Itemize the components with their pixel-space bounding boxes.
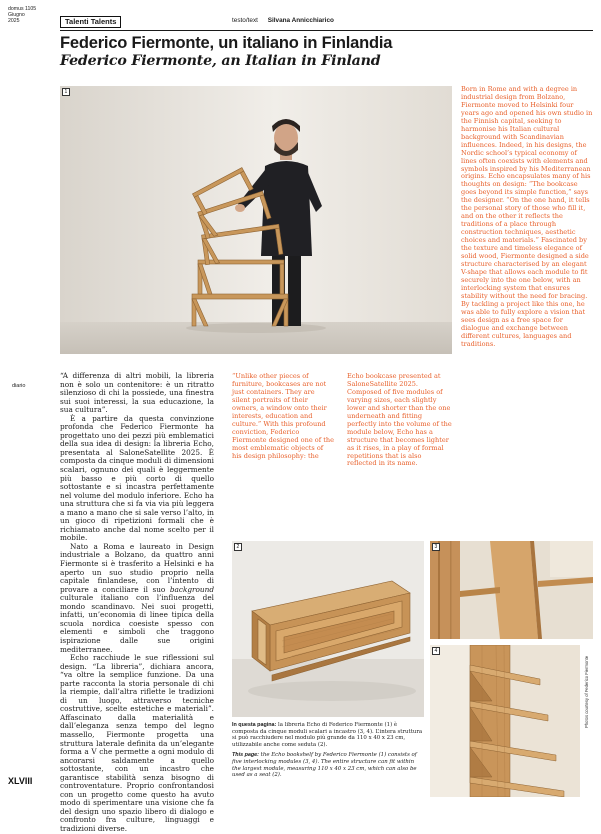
page-subtitle: Federico Fiermonte, an Italian in Finland — [60, 53, 381, 69]
body-column-english-3: Born in Rome and with a degree in industrial design from Bolzano, Fiermonte moved to Helsinki four years ago and opened his own studio in the Finnish capital, seeking to harmonise his Italian cultural background with Scandinavian influences. Indeed, in his designs, the Nordic school’s typical economy of lines often coexists with elements and symbols inspired by his Mediterranean origins. Echo encapsulates many of his thoughts on design: “The bookcase goes beyond its simple function,” says the designer. “On the one hand, it tells the personal story of those who fill it, and on the other it reflects the traditions of a place through construction techniques, aesthetic choices and materials.” Fascinated by the texture and timeless elegance of solid wood, Fiermonte designed a side structure characterised by an elegant V-shape that allows each module to fit securely into the one below, with an interlocking system that ensures stability without the need for bracing. By tackling a project like this one, he was able to fully explore a vision that sees design as a free space for dialogue and exchange between different cultures, languages and traditions. — [461, 85, 593, 348]
issue-month: Giugno — [8, 12, 25, 19]
caption-italian — [232, 722, 424, 748]
photo-bookcase-nested — [232, 541, 424, 717]
body-it-paragraph-3-b: culturale italiano con l’influenza del mondo scandinavo. Nei suoi progetti, infatti, un’economia di linee tipica della scuola nordica coesiste spesso con elementi e simboli che traggono ispirazione dalle sue origini mediterranee. — [60, 593, 214, 654]
section-label: diario — [12, 383, 26, 389]
photo-nested-illustration — [232, 541, 424, 717]
page-title: Federico Fiermonte, un italiano in Finlandia — [60, 34, 393, 52]
body-it-paragraph-1: “A differenza di altri mobili, la libreria non è solo un contenitore: è un ritratto silenzioso di chi la possiede, una finestra sui suoi interessi, la sua educazione, la sua cultura”. — [60, 371, 214, 415]
figure-number-4: 4 — [432, 647, 440, 655]
figure-number-2: 2 — [234, 543, 242, 551]
body-column-english-2: Echo bookcase presented at SaloneSatellite 2025. Composed of five modules of varying sizes, each slightly lower and shorter than the one underneath and fitting perfectly into the volume of the module below, Echo has a structure that becomes lighter as it rises, in a play of formal repetitions that is also reflected in its name. — [347, 372, 452, 468]
credit-label: testo/text — [232, 17, 258, 24]
photo-bookcase-detail-top — [430, 541, 593, 639]
caption-en-text: the Echo bookshelf by Federico Fiermonte (1) consists of five interlocking modules (3, 4). The entire structure can fit within the largest module, measuring 110 x 40 x 23 cm, which can also be used as a seat (2). — [232, 752, 417, 779]
caption-en-lead: This page: — [232, 752, 259, 759]
issue-number: domus 1105 — [8, 6, 37, 12]
photo-designer-illustration — [60, 86, 452, 354]
caption-english — [232, 752, 424, 778]
figure-number-1: 1 — [62, 88, 70, 96]
figure-number-3: 3 — [432, 543, 440, 551]
page-folio: XLVIII — [8, 776, 33, 786]
author-name: Silvana Annicchiarico — [267, 17, 334, 24]
photo-detail-vshape-illustration — [430, 645, 580, 797]
photo-designer-with-bookcase — [60, 86, 452, 354]
issue-info — [8, 6, 53, 25]
body-it-paragraph-4: Echo racchiude le sue riflessioni sul design. “La libreria”, dichiara ancora, “va oltre la semplice funzione. Da una parte racconta la storia personale di chi la riempie, dall’altra riflette le tradizioni di un luogo, attraverso tecniche costruttive, scelte estetiche e materiali”. Affascinato dalla materialità e dall’eleganza senza tempo del legno massello, Fiermonte progetta una struttura laterale definita da un’elegante forma a V che permette a ogni modulo di ancorarsi saldamente a quello sottostante, con un incastro che garantisce stabilità senza bisogno di controventature. Proprio confrontandosi con un progetto come questo ha avuto modo di sperimentare una visione che fa del design uno spazio libero di dialogo e confronto fra culture, linguaggi e tradizioni diverse. — [60, 653, 214, 833]
body-it-paragraph-3-a: Nato a Roma e laureato in Design industriale a Bolzano, da quattro anni Fiermonte si è trasferito a Helsinki e ha aperto un suo studio proprio nella capitale finlandese, con l’intento di provare a conciliare il suo — [60, 541, 214, 594]
header-rule — [60, 30, 593, 31]
body-it-paragraph-2: È a partire da questa convinzione profonda che Federico Fiermonte ha progettato uno dei pezzi più emblematici della sua idea di design: la libreria Echo, presentata al SaloneSatellite 2025. È composta da cinque moduli di dimensioni scalari, ognuno dei quali è leggermente più basso e più corto di quello sottostante e si incastra perfettamente nel volume del modulo inferiore. Echo ha una struttura che si fa via via più leggera a mano a mano che si sale verso l’alto, in un gioco di ripetizioni formali che è richiamato anche dal nome scelto per il mobile. — [60, 413, 214, 543]
caption-it-lead: In questa pagina: — [232, 722, 277, 728]
photo-detail-top-illustration — [430, 541, 593, 639]
photo-credit: Photos courtesy of Federico Fiermonte — [584, 655, 589, 728]
photo-caption — [232, 722, 424, 783]
issue-year: 2025 — [8, 18, 20, 25]
body-column-english-1: “Unlike other pieces of furniture, bookcases are not just containers. They are silent portraits of their owners, a window onto their interests, education and culture.” With this profound conviction, Federico Fiermonte designed one of the most emblematic objects of his design philosophy: the — [232, 372, 334, 460]
caption-it-text: la libreria Echo di Federico Fiermonte (1) è composta da cinque moduli scalari a incastro (3, 4). L’intera struttura si può racchiudere nel modulo più grande da 110 x 40 x 23 cm, utilizzabile anche come seduta (2). — [232, 722, 423, 748]
author-credit — [232, 17, 334, 24]
body-it-paragraph-3-em: background — [169, 584, 214, 594]
section-tag: Talenti Talents — [60, 16, 121, 28]
body-column-italian — [60, 372, 214, 834]
photo-bookcase-detail-vshape — [430, 645, 580, 797]
body-it-paragraph-3 — [60, 543, 214, 654]
